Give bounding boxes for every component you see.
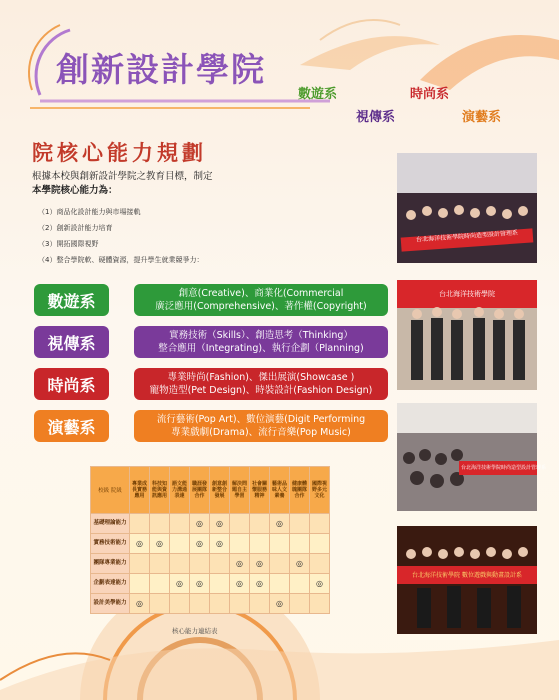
intro-line: 根據本校與創新設計學院之教育目標，制定 <box>32 171 213 182</box>
matrix-cell: ◎ <box>250 574 270 594</box>
matrix-row-label: 設計美學能力 <box>91 594 130 614</box>
dept-desc-line: 專業戲劇(Drama)、流行音樂(Pop Music) <box>171 427 351 438</box>
matrix-cell: ◎ <box>190 514 210 534</box>
matrix-cell <box>170 594 190 614</box>
photo-lecture-hall <box>397 403 547 511</box>
matrix-cell: ◎ <box>250 554 270 574</box>
photo-banner: 台北海洋技術學院 <box>439 290 495 298</box>
college-title: 創新設計學院 <box>56 50 266 89</box>
matrix-cell <box>210 554 230 574</box>
dept-desc-line: 專業時尚(Fashion)、傑出展演(Showcase ) <box>167 372 355 383</box>
photo-fashion-group <box>397 153 537 263</box>
matrix-cell <box>150 554 170 574</box>
matrix-column-header: 國際視野多元文化 <box>310 467 330 514</box>
matrix-cell <box>310 594 330 614</box>
matrix-column-header: 社會關懷服務精神 <box>250 467 270 514</box>
matrix-cell <box>210 574 230 594</box>
matrix-row <box>91 514 330 534</box>
matrix-cell <box>270 554 290 574</box>
matrix-cell <box>230 534 250 554</box>
dept-tag: 視傳系 <box>34 326 109 358</box>
matrix-cell: ◎ <box>130 534 150 554</box>
matrix-body <box>91 467 330 614</box>
matrix-row-label: 實務技術能力 <box>91 534 130 554</box>
goal-item: （1）商品化設計能力與市場接軌 <box>38 208 141 216</box>
matrix-cell: ◎ <box>290 554 310 574</box>
matrix-column-header: 解決問題自主學習 <box>230 467 250 514</box>
photo-stage-group <box>397 526 537 634</box>
matrix-cell <box>270 534 290 554</box>
dept-label-visual: 視傳系 <box>356 110 396 125</box>
matrix-cell: ◎ <box>310 574 330 594</box>
matrix-cell: ◎ <box>130 594 150 614</box>
photo-banner: 台北海洋技術學院時尚造型設計管理系 <box>415 229 519 244</box>
matrix-cell <box>250 534 270 554</box>
photo-image <box>397 403 547 511</box>
matrix-cell: ◎ <box>210 514 230 534</box>
matrix-column-header: 語文能力溝通表達 <box>170 467 190 514</box>
intro-text <box>32 170 213 198</box>
matrix-row-label: 基礎理論能力 <box>91 514 130 534</box>
matrix-cell <box>310 554 330 574</box>
matrix-column-header: 藝術品味人文素養 <box>270 467 290 514</box>
section-title: 院核心能力規劃 <box>32 140 207 165</box>
matrix-cell <box>290 514 310 534</box>
dept-desc <box>134 368 388 400</box>
dept-desc-line: 整合應用（Integrating)、執行企劃（Planning) <box>158 343 364 354</box>
matrix-corner: 校級 院級 <box>91 467 130 514</box>
dept-tag: 演藝系 <box>34 410 109 442</box>
matrix-cell <box>310 514 330 534</box>
matrix-row <box>91 554 330 574</box>
photo-image <box>397 153 537 263</box>
goals-list <box>38 204 203 268</box>
matrix-cell <box>270 574 290 594</box>
dept-label-performing: 演藝系 <box>462 110 502 125</box>
dept-desc-line: 創意(Creative)、商業化(Commercial <box>178 288 344 299</box>
matrix-column-header: 創意創新整合發展 <box>210 467 230 514</box>
matrix-row <box>91 594 330 614</box>
matrix-cell <box>130 574 150 594</box>
matrix-cell <box>230 594 250 614</box>
matrix-cell <box>170 534 190 554</box>
dept-label-games: 數遊系 <box>298 87 338 102</box>
dept-desc <box>134 326 388 358</box>
matrix-column-header: 健康體魄團隊合作 <box>290 467 310 514</box>
matrix-row <box>91 534 330 554</box>
dept-desc-line: 廣泛應用(Comprehensive)、著作權(Copyright) <box>155 301 367 312</box>
photo-banner: 台北海洋技術學院 數位遊戲與動畫設計系 <box>412 572 522 579</box>
matrix-cell <box>290 594 310 614</box>
matrix-row-label: 團隊專業能力 <box>91 554 130 574</box>
matrix-cell <box>290 574 310 594</box>
matrix-cell <box>150 574 170 594</box>
matrix-header-row <box>91 467 330 514</box>
matrix-row <box>91 574 330 594</box>
matrix-cell: ◎ <box>170 574 190 594</box>
matrix-cell: ◎ <box>270 594 290 614</box>
matrix-cell <box>290 534 310 554</box>
matrix-cell <box>250 594 270 614</box>
matrix-cell <box>190 594 210 614</box>
matrix-cell: ◎ <box>230 554 250 574</box>
photo-image <box>397 526 537 634</box>
dept-desc-line: 寵物造型(Pet Design)、時裝設計(Fashion Design) <box>149 385 373 396</box>
matrix-cell <box>150 594 170 614</box>
matrix-cell <box>150 514 170 534</box>
goal-item: （4）整合學院軟、硬體資源，提升學生就業競爭力： <box>38 256 204 264</box>
goal-item: （2）創新設計能力培育 <box>38 224 113 232</box>
intro-line: 本學院核心能力為： <box>32 185 118 196</box>
dept-desc <box>134 284 388 316</box>
core-ability-matrix <box>90 466 330 614</box>
dept-desc-line: 實務技術（Skills）、創造思考（Thinking） <box>169 330 353 341</box>
matrix-row-label: 企劃表達能力 <box>91 574 130 594</box>
matrix-cell: ◎ <box>150 534 170 554</box>
matrix-cell <box>170 514 190 534</box>
matrix-cell <box>310 534 330 554</box>
dept-tag: 時尚系 <box>34 368 109 400</box>
matrix-cell <box>210 594 230 614</box>
matrix-cell: ◎ <box>190 574 210 594</box>
dept-label-fashion: 時尚系 <box>410 87 450 102</box>
matrix-cell: ◎ <box>190 534 210 554</box>
dept-desc <box>134 410 388 442</box>
goal-item: （3）開拓國際視野 <box>38 240 99 248</box>
matrix-cell: ◎ <box>230 574 250 594</box>
matrix-cell <box>230 514 250 534</box>
matrix-column-header: 職涯發展團隊合作 <box>190 467 210 514</box>
matrix-cell <box>250 514 270 534</box>
photo-banner: 台北海洋技術學院時尚造型設計管理系 <box>461 465 547 471</box>
dept-desc-line: 流行藝術(Pop Art)、數位演藝(Digit Performing <box>156 414 366 425</box>
matrix-column-header: 科技知能與資訊應用 <box>150 467 170 514</box>
matrix-cell: ◎ <box>270 514 290 534</box>
dept-tag: 數遊系 <box>34 284 109 316</box>
photo-award-group <box>397 280 537 390</box>
matrix-caption: 核心能力連結表 <box>172 627 218 635</box>
matrix-cell <box>130 554 150 574</box>
matrix-cell <box>190 554 210 574</box>
matrix-column-header: 專業成長實務應用 <box>130 467 150 514</box>
matrix-cell <box>130 514 150 534</box>
matrix-cell: ◎ <box>210 534 230 554</box>
matrix-cell <box>170 554 190 574</box>
